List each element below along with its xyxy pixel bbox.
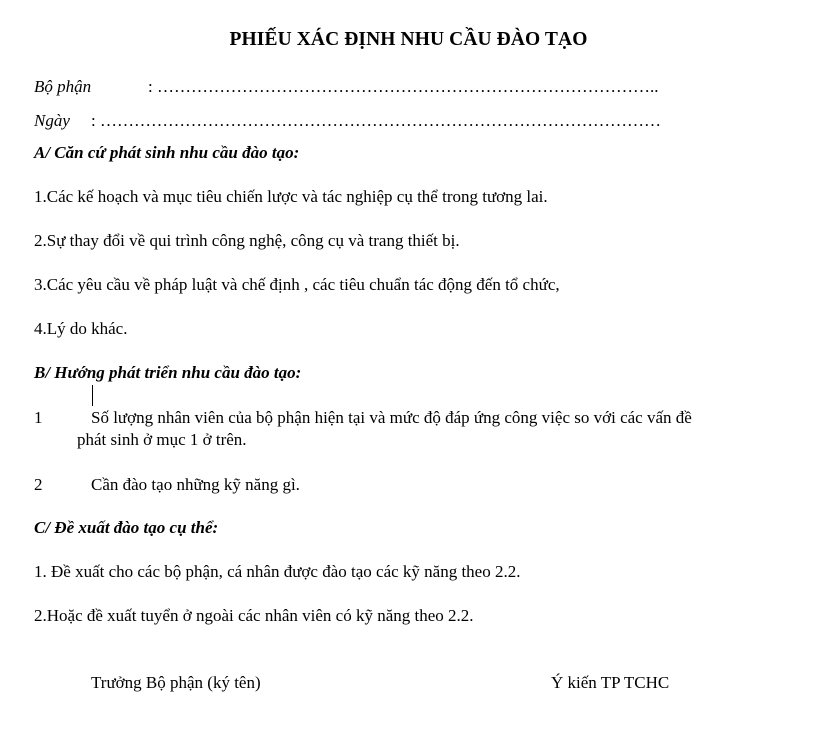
ngay-label: Ngày — [34, 111, 70, 130]
section-a-item: 4.Lý do khác. — [34, 319, 128, 338]
ngay-field: : ……………………………………………………………………………………… — [91, 111, 661, 130]
section-b-heading: B/ Hướng phát triển nhu cầu đào tạo: — [34, 363, 302, 382]
document-title: PHIẾU XÁC ĐỊNH NHU CẦU ĐÀO TẠO — [229, 29, 588, 50]
section-a-item: 1.Các kế hoạch và mục tiêu chiến lược và tác nghiệp cụ thể trong tương lai. — [34, 187, 548, 206]
section-b-item-number: 1 — [34, 408, 43, 427]
section-a-heading: A/ Căn cứ phát sinh nhu cầu đào tạo: — [34, 143, 300, 162]
section-c-item: 1. Đề xuất cho các bộ phận, cá nhân được đào tạo các kỹ năng theo 2.2. — [34, 562, 521, 581]
bo-phan-field: : …………………………………………………………………………….. — [148, 77, 659, 96]
section-b-item-number: 2 — [34, 475, 43, 494]
section-c-item: 2.Hoặc đề xuất tuyển ở ngoài các nhân viên có kỹ năng theo 2.2. — [34, 606, 474, 625]
section-b-item-text: Cần đào tạo những kỹ năng gì. — [91, 475, 300, 494]
signature-left: Trưởng Bộ phận (ký tên) — [91, 673, 261, 692]
section-a-item: 3.Các yêu cầu về pháp luật và chế định , các tiêu chuẩn tác động đến tổ chức, — [34, 275, 560, 294]
bo-phan-label: Bộ phận — [34, 77, 92, 96]
text-cursor — [92, 385, 93, 406]
section-c-heading: C/ Đề xuất đào tạo cụ thể: — [34, 518, 219, 537]
section-b-item-text-cont: phát sinh ở mục 1 ở trên. — [77, 430, 247, 449]
section-a-item: 2.Sự thay đổi về qui trình công nghệ, công cụ và trang thiết bị. — [34, 231, 460, 250]
signature-right: Ý kiến TP TCHC — [551, 673, 670, 692]
section-b-item-text: Số lượng nhân viên của bộ phận hiện tại và mức độ đáp ứng công việc so với các vấn đề — [91, 408, 692, 427]
